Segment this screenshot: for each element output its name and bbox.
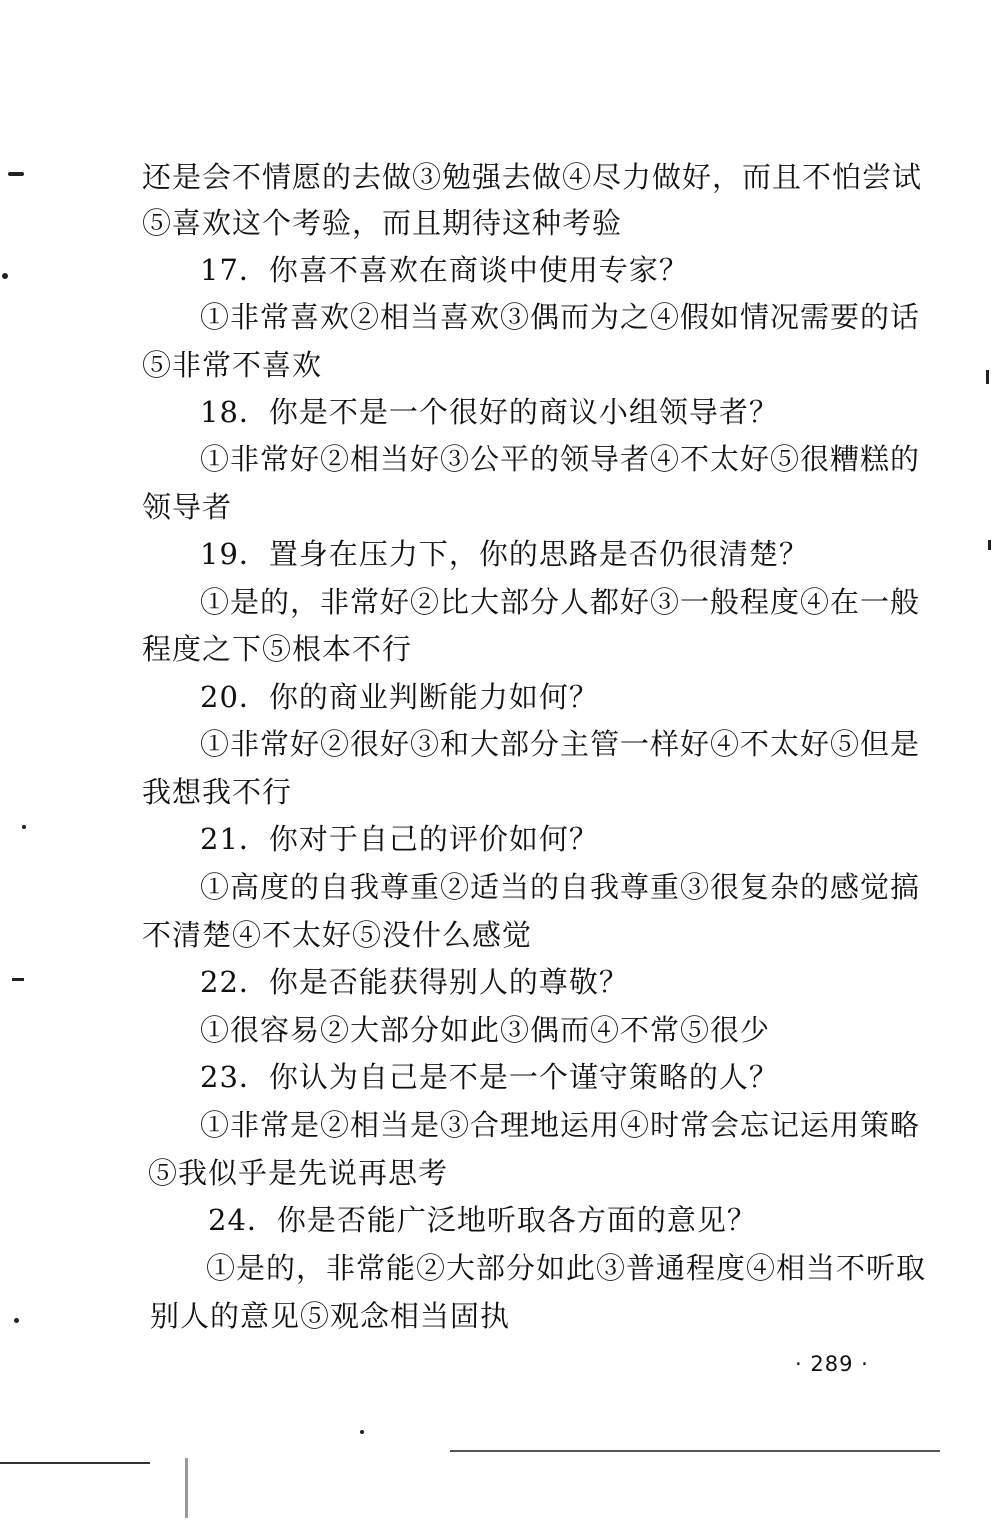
text-line: 别人的意见⑤观念相当固执 xyxy=(150,1299,511,1333)
text-line: 程度之下⑤根本不行 xyxy=(142,632,413,666)
scan-mark xyxy=(986,370,989,384)
scan-mark xyxy=(185,1458,188,1518)
text-line: ⑤喜欢这个考验，而且期待这种考验 xyxy=(142,206,623,240)
question-24: 24．你是否能广泛地听取各方面的意见？ xyxy=(208,1203,757,1237)
question-19: 19．置身在压力下，你的思路是否仍很清楚？ xyxy=(200,537,809,571)
text-line: 我想我不行 xyxy=(142,775,293,809)
question-20: 20．你的商业判断能力如何？ xyxy=(200,680,599,714)
page-number: · 289 · xyxy=(795,1352,869,1376)
text-line: ⑤非常不喜欢 xyxy=(142,348,323,382)
options-18: ①非常好②相当好③公平的领导者④不太好⑤很糟糕的 xyxy=(200,442,921,476)
options-22: ①很容易②大部分如此③偶而④不常⑤很少 xyxy=(200,1013,771,1047)
options-20: ①非常好②很好③和大部分主管一样好④不太好⑤但是 xyxy=(200,727,921,761)
options-19: ①是的，非常好②比大部分人都好③一般程度④在一般 xyxy=(200,585,921,619)
bottom-rule xyxy=(0,1462,150,1464)
scan-mark xyxy=(8,172,24,176)
scan-mark xyxy=(2,273,8,279)
scan-mark xyxy=(988,540,991,550)
text-line: 不清楚④不太好⑤没什么感觉 xyxy=(142,918,533,952)
question-21: 21．你对于自己的评价如何？ xyxy=(200,822,599,856)
question-22: 22．你是否能获得别人的尊敬？ xyxy=(200,965,629,999)
options-21: ①高度的自我尊重②适当的自我尊重③很复杂的感觉搞 xyxy=(200,870,921,904)
question-18: 18．你是不是一个很好的商议小组领导者？ xyxy=(200,395,779,429)
options-17: ①非常喜欢②相当喜欢③偶而为之④假如情况需要的话 xyxy=(200,300,921,334)
options-24: ①是的，非常能②大部分如此③普通程度④相当不听取 xyxy=(206,1251,927,1285)
options-23: ①非常是②相当是③合理地运用④时常会忘记运用策略 xyxy=(200,1108,921,1142)
scan-mark xyxy=(360,1430,364,1434)
question-17: 17．你喜不喜欢在商谈中使用专家？ xyxy=(200,253,689,287)
text-line: 领导者 xyxy=(142,490,233,524)
bottom-rule xyxy=(450,1450,940,1452)
scan-mark xyxy=(22,825,26,829)
question-23: 23．你认为自己是不是一个谨守策略的人？ xyxy=(200,1060,779,1094)
scan-mark xyxy=(14,1318,19,1323)
scan-mark xyxy=(12,978,24,981)
text-line: 还是会不情愿的去做③勉强去做④尽力做好，而且不怕尝试 xyxy=(142,160,923,194)
text-line: ⑤我似乎是先说再思考 xyxy=(148,1156,449,1190)
